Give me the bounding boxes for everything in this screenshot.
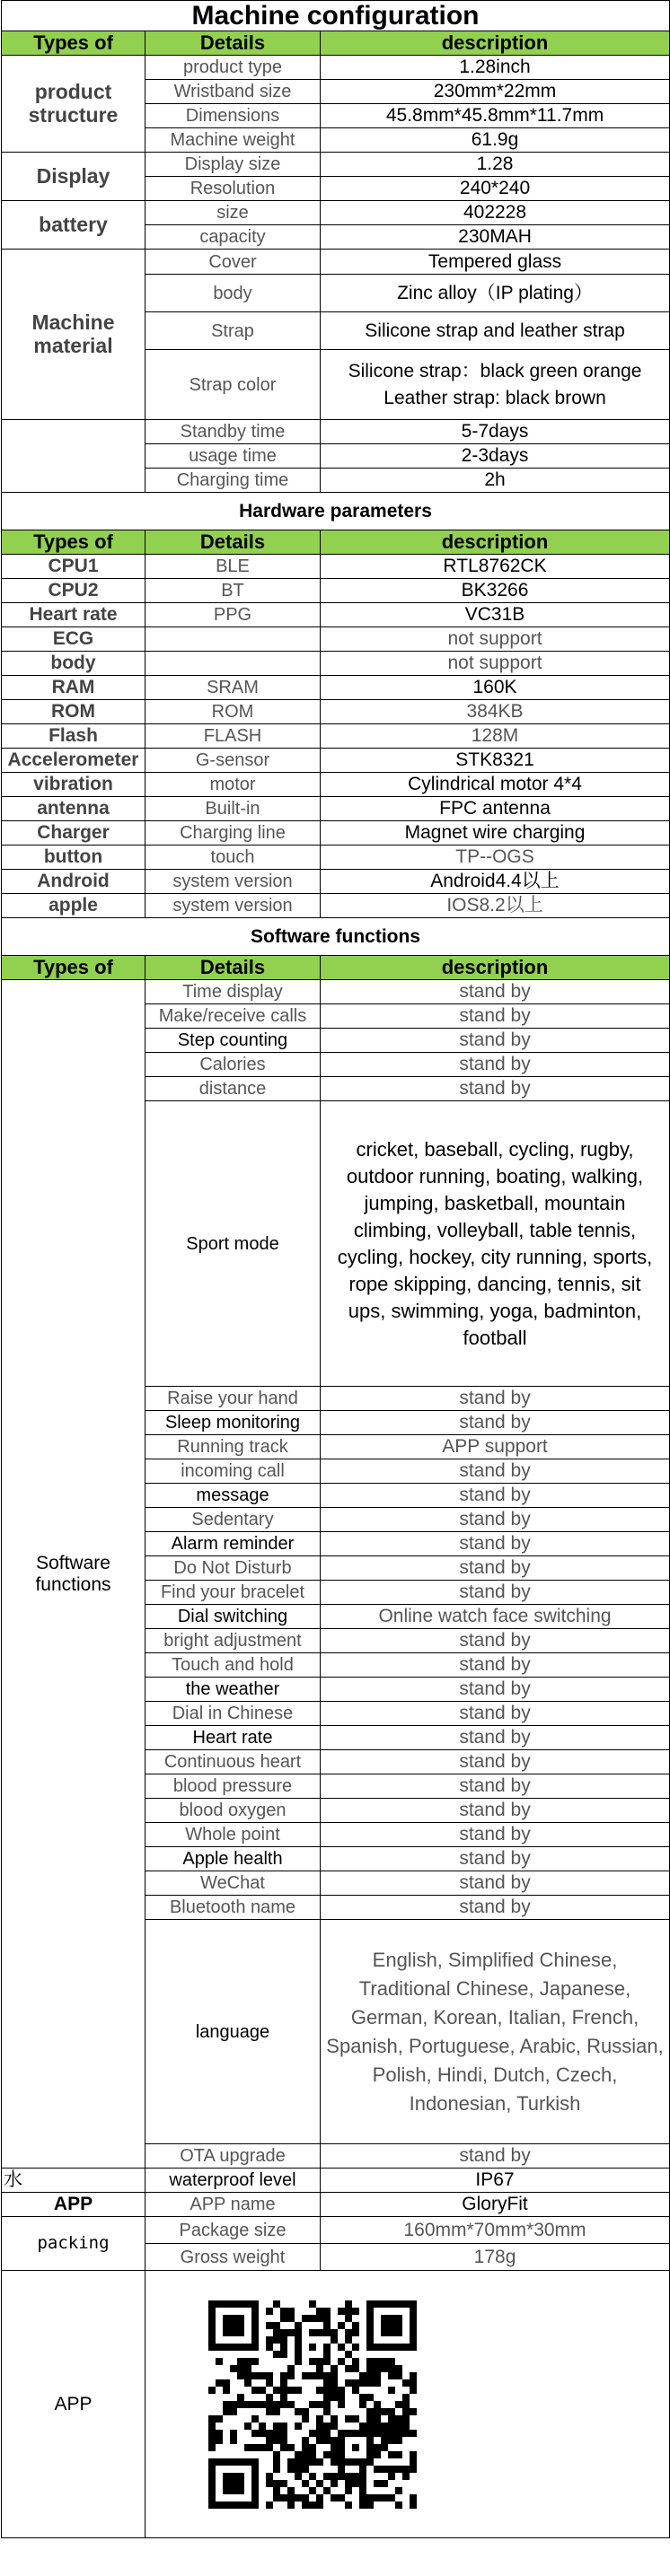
detail-cell: OTA upgrade	[145, 2144, 321, 2169]
value-cell: APP support	[321, 1435, 670, 1459]
detail-cell: Cover	[145, 250, 321, 275]
hardware-row	[2, 603, 670, 627]
value-cell	[321, 350, 670, 420]
detail-cell	[145, 652, 321, 676]
value-cell: 178g	[321, 2244, 670, 2271]
hardware-row	[2, 749, 670, 773]
value-cell: stand by	[321, 1387, 670, 1411]
category-machine-material: Machine material	[2, 250, 145, 420]
value-cell: 160mm*70mm*30mm	[321, 2217, 670, 2244]
value-cell: TP--OGS	[321, 846, 670, 870]
value-cell: IP67	[321, 2169, 670, 2193]
detail-cell: Standby time	[145, 420, 321, 444]
hardware-type: Charger	[2, 821, 145, 846]
detail-cell: Resolution	[145, 177, 321, 201]
hardware-type: button	[2, 846, 145, 870]
value-cell: 128M	[321, 724, 670, 749]
value-cell: stand by	[321, 1029, 670, 1053]
detail-cell: size	[145, 201, 321, 225]
value-cell: cricket, baseball, cycling, rugby, outdoor running, boating, walking, jumping, basketball, mountain climbing, volleyball, table tennis, cycling, hockey, city running, sports, rope skipping, dancing, tennis, sit ups, swimming, yoga, badminton, football	[321, 1101, 670, 1387]
value-cell: stand by	[321, 1702, 670, 1726]
hardware-type: apple	[2, 894, 145, 918]
detail-cell: Machine weight	[145, 128, 321, 153]
detail-cell: blood pressure	[145, 1774, 321, 1799]
detail-cell	[145, 627, 321, 652]
value-cell: stand by	[321, 1629, 670, 1653]
value-cell: 1.28	[321, 153, 670, 177]
value-cell: stand by	[321, 1774, 670, 1799]
detail-cell: Sleep monitoring	[145, 1411, 321, 1435]
detail-cell: Wristband size	[145, 80, 321, 104]
detail-cell: Sport mode	[145, 1101, 321, 1387]
header-details: Details	[145, 31, 321, 56]
value-cell: STK8321	[321, 749, 670, 773]
value-cell: stand by	[321, 1678, 670, 1702]
detail-cell: BLE	[145, 555, 321, 579]
section-title-software: Software functions	[2, 918, 670, 956]
detail-cell: language	[145, 1920, 321, 2144]
spec-sheet	[1, 0, 670, 2538]
value-cell: stand by	[321, 1726, 670, 1750]
value-cell: 1.28inch	[321, 56, 670, 80]
value-cell: 230MAH	[321, 225, 670, 250]
value-cell: 402228	[321, 201, 670, 225]
detail-cell: SRAM	[145, 676, 321, 700]
detail-cell: motor	[145, 773, 321, 797]
category-display: Display	[2, 153, 145, 201]
detail-cell: Sedentary	[145, 1508, 321, 1532]
value-cell: stand by	[321, 1871, 670, 1896]
category-product-structure: product structure	[2, 56, 145, 153]
category-time	[2, 420, 145, 493]
detail-cell: Dial in Chinese	[145, 1702, 321, 1726]
value-cell: stand by	[321, 1799, 670, 1823]
value-cell: 5-7days	[321, 420, 670, 444]
hardware-type: Accelerometer	[2, 749, 145, 773]
detail-cell: Raise your hand	[145, 1387, 321, 1411]
value-cell: stand by	[321, 1750, 670, 1774]
value-cell: RTL8762CK	[321, 555, 670, 579]
value-cell: stand by	[321, 1823, 670, 1847]
detail-cell: PPG	[145, 603, 321, 627]
software-row	[2, 980, 670, 1004]
value-cell: 45.8mm*45.8mm*11.7mm	[321, 104, 670, 128]
value-cell: GloryFit	[321, 2193, 670, 2217]
header-description: description	[321, 530, 670, 555]
value-cell: stand by	[321, 2144, 670, 2169]
hardware-type: CPU2	[2, 579, 145, 603]
hardware-type: Android	[2, 870, 145, 894]
hardware-type: CPU1	[2, 555, 145, 579]
value-cell: 2h	[321, 469, 670, 493]
value-cell: not support	[321, 627, 670, 652]
detail-cell: BT	[145, 579, 321, 603]
detail-cell: Dial switching	[145, 1605, 321, 1629]
detail-cell: ROM	[145, 700, 321, 724]
value-cell: VC31B	[321, 603, 670, 627]
detail-cell: Find your bracelet	[145, 1581, 321, 1605]
hardware-row	[2, 652, 670, 676]
detail-cell: Bluetooth name	[145, 1896, 321, 1920]
detail-cell: usage time	[145, 444, 321, 469]
value-cell: stand by	[321, 1459, 670, 1484]
value-cell: FPC antenna	[321, 797, 670, 821]
detail-cell: Time display	[145, 980, 321, 1004]
qr-cell	[145, 2271, 670, 2538]
strap-color-leather: Leather strap: black brown	[383, 387, 606, 408]
detail-cell: message	[145, 1484, 321, 1508]
detail-cell: Strap color	[145, 350, 321, 420]
qr-label: APP	[2, 2271, 145, 2538]
packing-type: packing	[2, 2217, 145, 2271]
value-cell: stand by	[321, 1847, 670, 1871]
app-type: APP	[2, 2193, 145, 2217]
value-cell: BK3266	[321, 579, 670, 603]
value-cell: Online watch face switching	[321, 1605, 670, 1629]
value-cell: stand by	[321, 1484, 670, 1508]
value-cell: stand by	[321, 1004, 670, 1029]
hardware-type: vibration	[2, 773, 145, 797]
hardware-row	[2, 700, 670, 724]
detail-cell: body	[145, 275, 321, 312]
value-cell: stand by	[321, 1077, 670, 1101]
detail-cell: waterproof level	[145, 2169, 321, 2193]
detail-cell: touch	[145, 846, 321, 870]
hardware-type: Heart rate	[2, 603, 145, 627]
detail-cell: Whole point	[145, 1823, 321, 1847]
detail-cell: bright adjustment	[145, 1629, 321, 1653]
hardware-type: antenna	[2, 797, 145, 821]
page-title: Machine configuration	[2, 1, 670, 31]
hardware-row	[2, 773, 670, 797]
value-cell: 230mm*22mm	[321, 80, 670, 104]
header-description: description	[321, 31, 670, 56]
detail-cell: product type	[145, 56, 321, 80]
header-details: Details	[145, 956, 321, 980]
detail-cell: Dimensions	[145, 104, 321, 128]
value-cell: IOS8.2以上	[321, 894, 670, 918]
hardware-row	[2, 676, 670, 700]
water-type: 水	[2, 2169, 145, 2193]
detail-cell: system version	[145, 894, 321, 918]
hardware-type: Flash	[2, 724, 145, 749]
detail-cell: system version	[145, 870, 321, 894]
qr-code-icon[interactable]	[208, 2300, 417, 2509]
value-cell: Magnet wire charging	[321, 821, 670, 846]
hardware-type: RAM	[2, 676, 145, 700]
detail-cell: G-sensor	[145, 749, 321, 773]
detail-cell: Heart rate	[145, 1726, 321, 1750]
value-cell: stand by	[321, 1411, 670, 1435]
value-cell: Android4.4以上	[321, 870, 670, 894]
detail-cell: capacity	[145, 225, 321, 250]
hardware-row	[2, 846, 670, 870]
hardware-row	[2, 894, 670, 918]
value-cell: Tempered glass	[321, 250, 670, 275]
value-cell: stand by	[321, 980, 670, 1004]
header-types: Types of	[2, 31, 145, 56]
detail-cell: Touch and hold	[145, 1653, 321, 1678]
value-cell: 160K	[321, 676, 670, 700]
hardware-type: ECG	[2, 627, 145, 652]
detail-cell: Charging line	[145, 821, 321, 846]
hardware-row	[2, 555, 670, 579]
detail-cell: Apple health	[145, 1847, 321, 1871]
detail-cell: Charging time	[145, 469, 321, 493]
value-cell: stand by	[321, 1053, 670, 1077]
header-description: description	[321, 956, 670, 980]
hardware-row	[2, 579, 670, 603]
detail-cell: distance	[145, 1077, 321, 1101]
detail-cell: Step counting	[145, 1029, 321, 1053]
detail-cell: APP name	[145, 2193, 321, 2217]
hardware-row	[2, 870, 670, 894]
category-battery: battery	[2, 201, 145, 250]
detail-cell: Alarm reminder	[145, 1532, 321, 1556]
detail-cell: Strap	[145, 312, 321, 350]
detail-cell: Make/receive calls	[145, 1004, 321, 1029]
detail-cell: blood oxygen	[145, 1799, 321, 1823]
value-cell: stand by	[321, 1581, 670, 1605]
detail-cell: Do Not Disturb	[145, 1556, 321, 1581]
hardware-row	[2, 797, 670, 821]
value-cell: 2-3days	[321, 444, 670, 469]
detail-cell: FLASH	[145, 724, 321, 749]
header-types: Types of	[2, 956, 145, 980]
value-cell: stand by	[321, 1532, 670, 1556]
header-types: Types of	[2, 530, 145, 555]
detail-cell: the weather	[145, 1678, 321, 1702]
hardware-type: body	[2, 652, 145, 676]
hardware-row	[2, 821, 670, 846]
strap-color-silicone: Silicone strap：black green orange	[348, 360, 642, 381]
detail-cell: Calories	[145, 1053, 321, 1077]
detail-cell: Display size	[145, 153, 321, 177]
value-cell: Zinc alloy（IP plating）	[321, 275, 670, 312]
value-cell: stand by	[321, 1896, 670, 1920]
category-software-functions: Software functions	[2, 980, 145, 2169]
hardware-row	[2, 627, 670, 652]
value-cell: 61.9g	[321, 128, 670, 153]
detail-cell: WeChat	[145, 1871, 321, 1896]
hardware-row	[2, 724, 670, 749]
detail-cell: Running track	[145, 1435, 321, 1459]
section-title-hardware: Hardware parameters	[2, 493, 670, 530]
value-cell: 240*240	[321, 177, 670, 201]
value-cell: Silicone strap and leather strap	[321, 312, 670, 350]
value-cell: 384KB	[321, 700, 670, 724]
detail-cell: Continuous heart	[145, 1750, 321, 1774]
value-cell: stand by	[321, 1653, 670, 1678]
detail-cell: Package size	[145, 2217, 321, 2244]
detail-cell: Built-in	[145, 797, 321, 821]
detail-cell: incoming call	[145, 1459, 321, 1484]
value-cell: not support	[321, 652, 670, 676]
value-cell: English, Simplified Chinese, Traditional Chinese, Japanese, German, Korean, Italian, French, Spanish, Portuguese, Arabic, Russian, Polish, Hindi, Dutch, Czech, Indonesian, Turkish	[321, 1920, 670, 2144]
value-cell: stand by	[321, 1556, 670, 1581]
header-details: Details	[145, 530, 321, 555]
value-cell: stand by	[321, 1508, 670, 1532]
hardware-type: ROM	[2, 700, 145, 724]
value-cell: Cylindrical motor 4*4	[321, 773, 670, 797]
detail-cell: Gross weight	[145, 2244, 321, 2271]
